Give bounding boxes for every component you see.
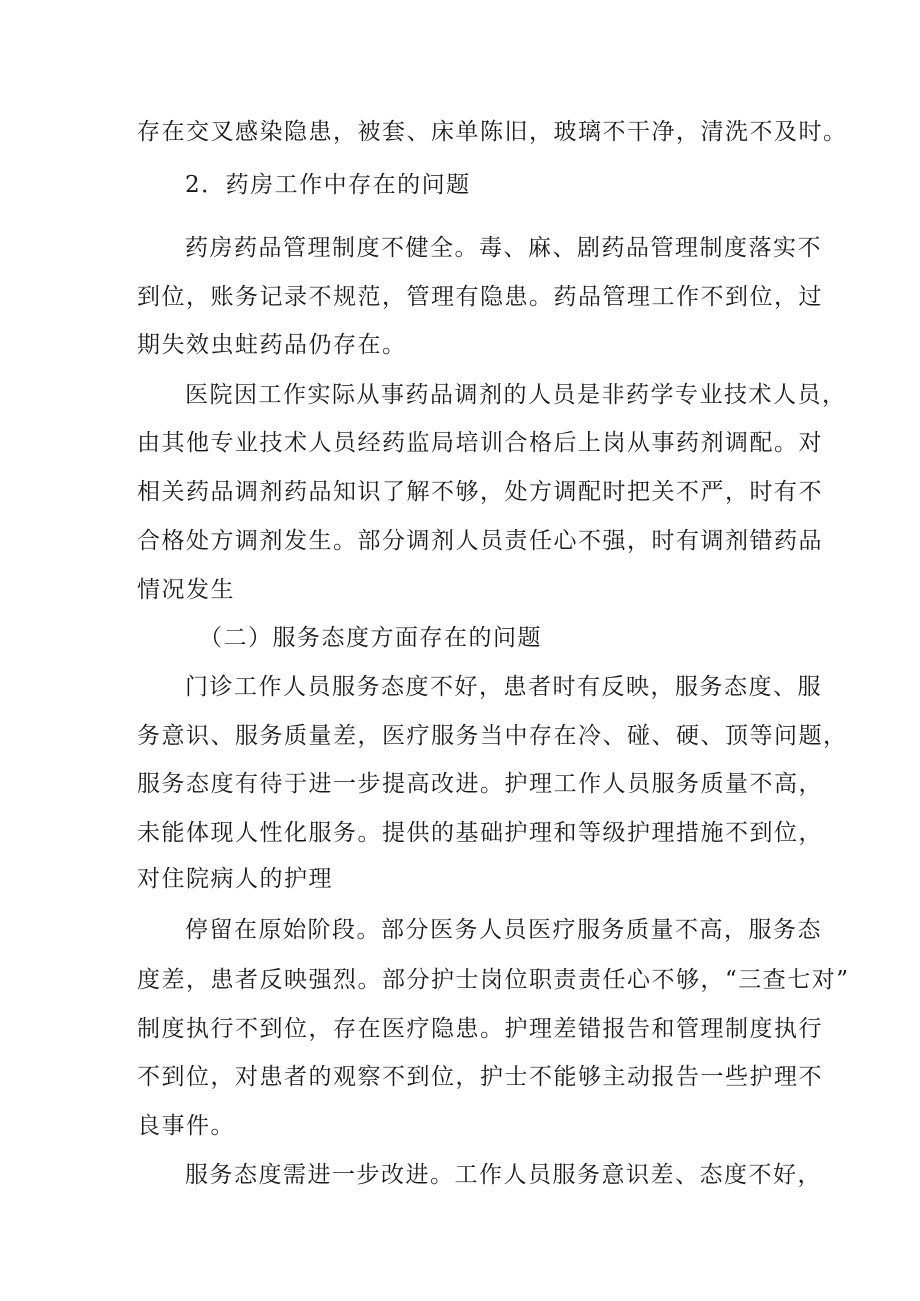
- section-heading-pharmacy: 2．药房工作中存在的问题: [185, 172, 471, 198]
- text-line-6: 医院因工作实际从事药品调剂的人员是非药学专业技术人员，: [185, 382, 847, 408]
- text-line-7: 由其他专业技术人员经药监局培训合格后上岗从事药剂调配。对: [137, 430, 823, 456]
- text-line-4: 到位，账务记录不规范，管理有隐患。药品管理工作不到位，过: [137, 284, 823, 310]
- text-line-17: 停留在原始阶段。部分医务人员医疗服务质量不高，服务态: [185, 917, 822, 943]
- text-line-21: 良事件。: [137, 1113, 235, 1139]
- text-line-15: 未能体现人性化服务。提供的基础护理和等级护理措施不到位，: [137, 820, 823, 846]
- text-line-9: 合格处方调剂发生。部分调剂人员责任心不强，时有调剂错药品: [137, 528, 823, 554]
- section-heading-service: （二）服务态度方面存在的问题: [199, 625, 542, 651]
- text-line-19: 制度执行不到位，存在医疗隐患。护理差错报告和管理制度执行: [137, 1016, 823, 1042]
- text-line-1: 存在交叉感染隐患，被套、床单陈旧，玻璃不干净，清洗不及时。: [137, 119, 848, 145]
- text-line-18: 度差，患者反映强烈。部分护士岗位职责责任心不够，“三查七对”: [137, 967, 850, 993]
- text-line-16: 对住院病人的护理: [137, 866, 333, 892]
- text-line-13: 务意识、服务质量差，医疗服务当中存在冷、碰、硬、顶等问题，: [137, 723, 848, 749]
- text-line-12: 门诊工作人员服务态度不好，患者时有反映，服务态度、服: [185, 674, 822, 700]
- text-line-8: 相关药品调剂药品知识了解不够，处方调配时把关不严，时有不: [137, 479, 823, 505]
- text-line-22: 服务态度需进一步改进。工作人员服务意识差、态度不好，: [185, 1162, 822, 1188]
- text-line-10: 情况发生: [137, 577, 235, 603]
- text-line-3: 药房药品管理制度不健全。毒、麻、剧药品管理制度落实不: [185, 235, 822, 261]
- text-line-5: 期失效虫蛀药品仍存在。: [137, 332, 407, 358]
- text-line-14: 服务态度有待于进一步提高改进。护理工作人员服务质量不高，: [137, 771, 823, 797]
- text-line-20: 不到位，对患者的观察不到位，护士不能够主动报告一些护理不: [137, 1064, 823, 1090]
